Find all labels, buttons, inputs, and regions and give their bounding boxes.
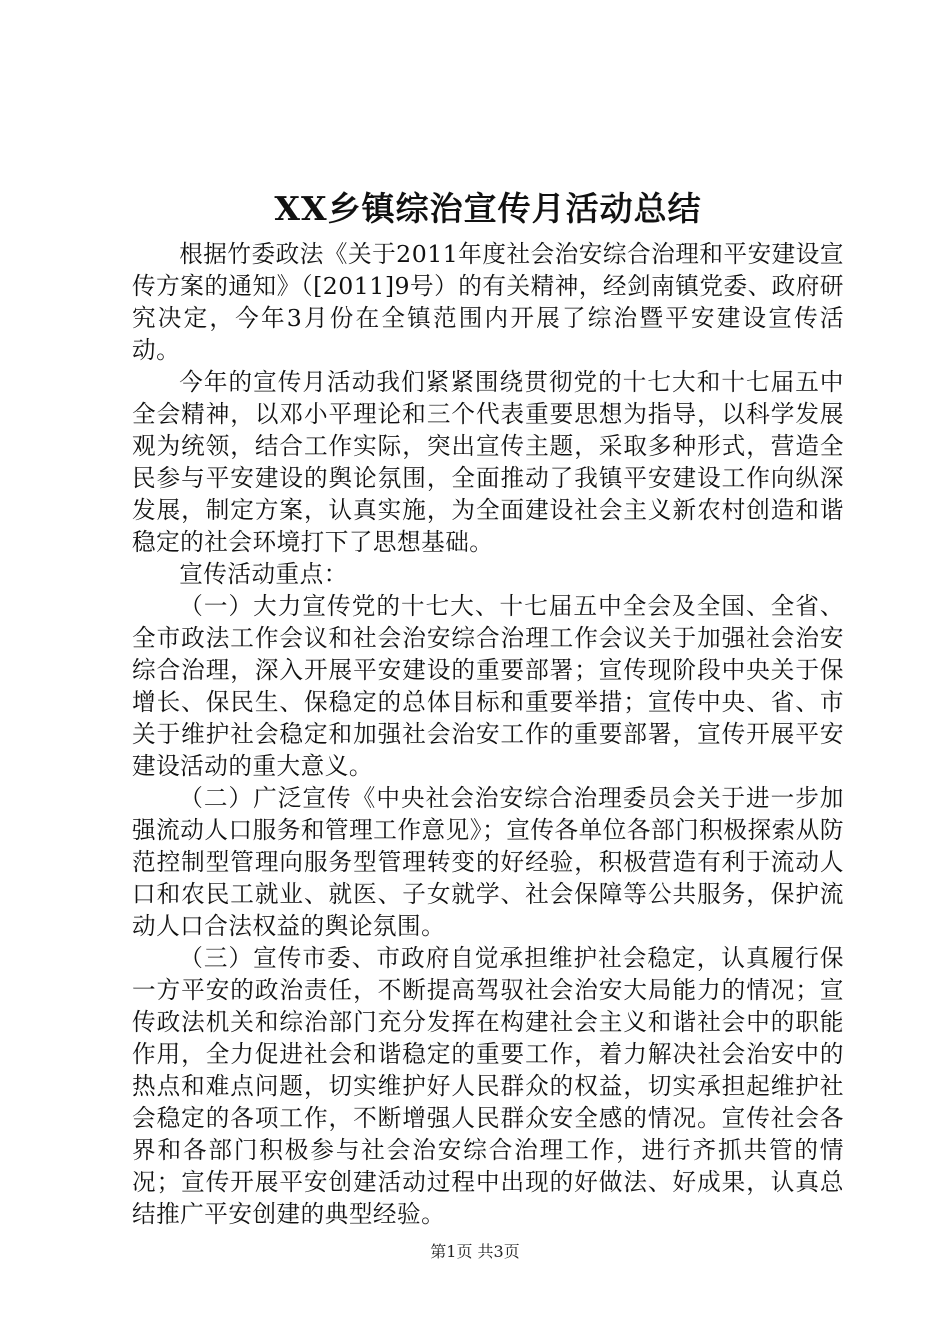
paragraph-intro: 根据竹委政法《关于2011年度社会治安综合治理和平安建设宣传方案的通知》（[2011]9号）的有关精神，经剑南镇党委、政府研究决定，今年3月份在全镇范围内开展了综治暨平安建设宣传活动。 <box>132 240 844 364</box>
paragraph-item-3: （三）宣传市委、市政府自觉承担维护社会稳定，认真履行保一方平安的政治责任，不断提高驾驭社会治安大局能力的情况；宣传政法机关和综治部门充分发挥在构建社会主义和谐社会中的职能作用，全力促进社会和谐稳定的重要工作，着力解决社会治安中的热点和难点问题，切实维护好人民群众的权益，切实承担起维护社会稳定的各项工作，不断增强人民群众安全感的情况。宣传社会各界和各部门积极参与社会治安综合治理工作，进行齐抓共管的情况；宣传开展平安创建活动过程中出现的好做法、好成果，认真总结推广平安创建的典型经验。 <box>132 944 844 1228</box>
paragraph-focus-heading: 宣传活动重点： <box>179 560 348 588</box>
document-body <box>132 186 844 1230</box>
page-number-footer: 第1页 共3页 <box>430 1242 520 1261</box>
document-title: XX乡镇综治宣传月活动总结 <box>274 189 702 228</box>
paragraph-item-2: （二）广泛宣传《中央社会治安综合治理委员会关于进一步加强流动人口服务和管理工作意见》；宣传各单位各部门积极探索从防范控制型管理向服务型管理转变的好经验，积极营造有利于流动人口和农民工就业、就医、子女就学、社会保障等公共服务，保护流动人口合法权益的舆论氛围。 <box>132 784 844 940</box>
paragraph-overview: 今年的宣传月活动我们紧紧围绕贯彻党的十七大和十七届五中全会精神，以邓小平理论和三个代表重要思想为指导，以科学发展观为统领，结合工作实际，突出宣传主题，采取多种形式，营造全民参与平安建设的舆论氛围，全面推动了我镇平安建设工作向纵深发展，制定方案，认真实施，为全面建设社会主义新农村创造和谐稳定的社会环境打下了思想基础。 <box>132 368 844 556</box>
paragraph-item-1: （一）大力宣传党的十七大、十七届五中全会及全国、全省、全市政法工作会议和社会治安综合治理工作会议关于加强社会治安综合治理，深入开展平安建设的重要部署；宣传现阶段中央关于保增长、保民生、保稳定的总体目标和重要举措；宣传中央、省、市关于维护社会稳定和加强社会治安工作的重要部署，宣传开展平安建设活动的重大意义。 <box>132 592 844 780</box>
